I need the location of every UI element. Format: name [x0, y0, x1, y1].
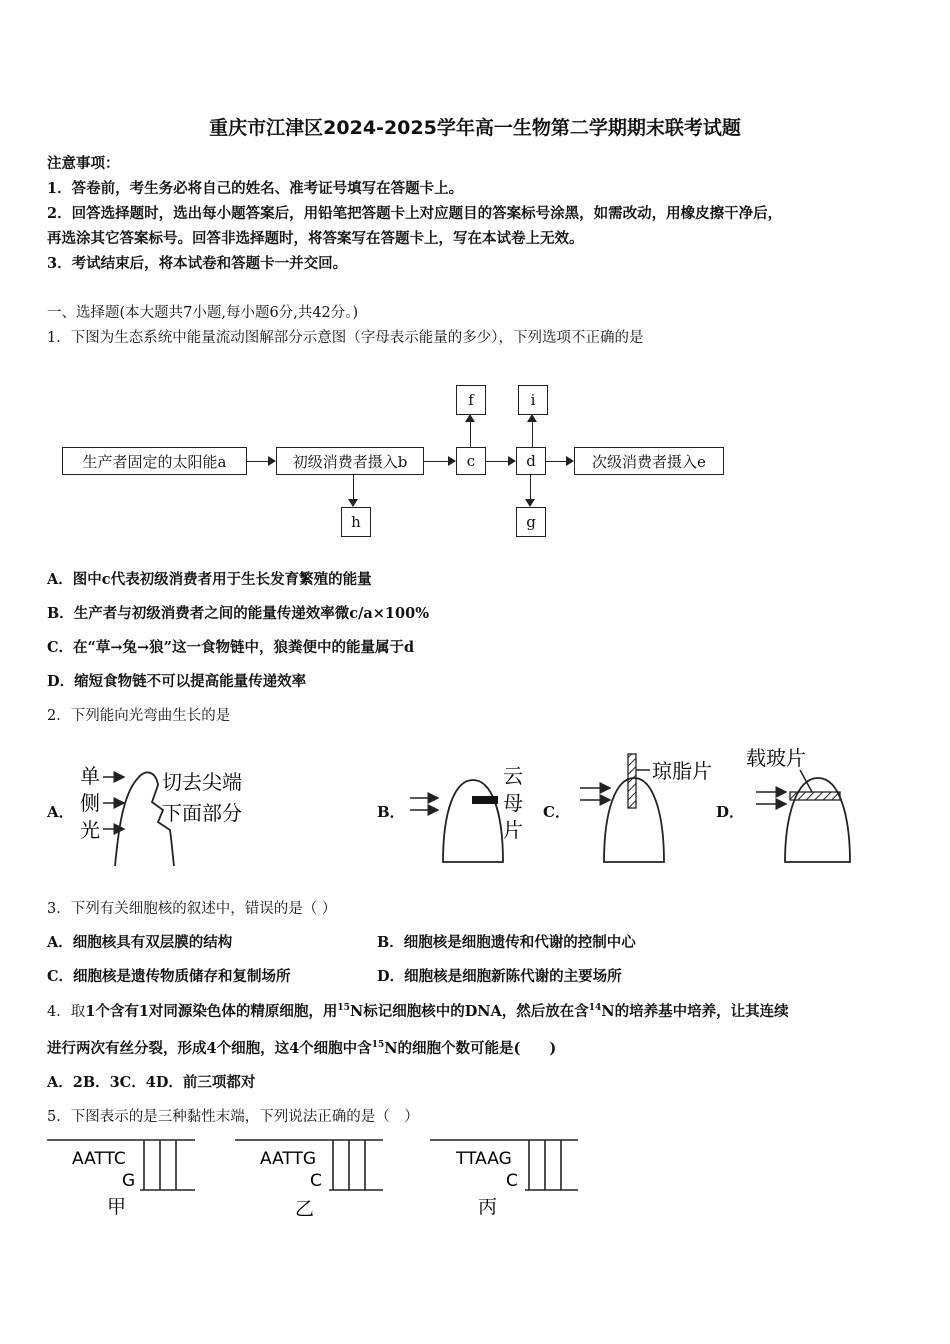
arrow — [486, 461, 514, 462]
box-d: d — [516, 447, 546, 475]
arrow — [546, 461, 572, 462]
end-name: 乙 — [295, 1198, 315, 1220]
question-4-stem-line1: 4．取1个含有1对同源染色体的精原细胞，用$^{15}$N标记细胞核中的DNA，然后放在含$^{14}$N的培养基中培养，让其连续 — [47, 1003, 789, 1020]
q2-label-a: A． — [47, 803, 74, 821]
q1-option-c: C．在“草→兔→狼”这一食物链中，狼粪便中的能量属于d — [47, 639, 415, 656]
light-char: 单 — [80, 764, 100, 788]
question-3-stem: 3．下列有关细胞核的叙述中，错误的是（ ） — [47, 901, 337, 917]
question-2-stem: 2．下列能向光弯曲生长的是 — [47, 708, 231, 724]
coleoptile — [443, 780, 503, 862]
d-note: 载玻片 — [746, 746, 806, 770]
q3-option-a: A．细胞核具有双层膜的结构 — [47, 934, 233, 951]
figure-d — [746, 746, 850, 862]
section-heading: 一、选择题(本大题共7小题,每小题6分,共42分。) — [47, 305, 359, 321]
end-bottom: G — [122, 1171, 136, 1191]
q1-option-d: D．缩短食物链不可以提高能量传递效率 — [47, 673, 307, 690]
mica-sheet — [472, 796, 498, 804]
end-top: AATTG — [260, 1149, 317, 1169]
a-note-1: 切去尖端 — [162, 770, 242, 794]
figure-b — [410, 764, 523, 862]
box-e: 次级消费者摄入e — [574, 447, 724, 475]
sticky-end-yi — [235, 1140, 383, 1220]
box-h: h — [341, 507, 371, 537]
q2-label-b: B． — [377, 803, 405, 821]
arrow — [532, 416, 533, 447]
sticky-ends-figure — [0, 1130, 950, 1225]
box-f: f — [456, 385, 486, 415]
agar-sheet — [628, 754, 636, 808]
end-name: 丙 — [478, 1196, 498, 1218]
box-b: 初级消费者摄入b — [276, 447, 424, 475]
page-title: 重庆市江津区2024-2025学年高一生物第二学期期末联考试题 — [209, 117, 741, 139]
b-char: 片 — [503, 818, 523, 842]
question-1-stem: 1．下图为生态系统中能量流动图解部分示意图（字母表示能量的多少），下列选项不正确的是 — [47, 330, 644, 346]
end-top: TTAAG — [456, 1149, 512, 1169]
light-char: 光 — [80, 818, 100, 842]
q3-option-d: D．细胞核是细胞新陈代谢的主要场所 — [377, 968, 622, 985]
notice-item: 1．答卷前，考生务必将自己的姓名、准考证号填写在答题卡上。 — [47, 180, 464, 197]
q2-label-c: C． — [543, 803, 570, 821]
box-g: g — [516, 507, 546, 537]
arrow — [530, 475, 531, 505]
notice-item: 2．回答选择题时，选出每小题答案后，用铅笔把答题卡上对应题目的答案标号涂黑，如需改动，用橡皮擦干净后， — [47, 205, 783, 222]
c-note: 琼脂片 — [652, 759, 712, 783]
light-char: 侧 — [80, 791, 100, 815]
arrow — [470, 416, 471, 447]
end-bottom: C — [506, 1171, 518, 1191]
q2-label-d: D． — [716, 803, 745, 821]
notice-item: 再选涂其它答案标号。回答非选择题时，将答案写在答题卡上，写在本试卷上无效。 — [47, 230, 584, 247]
b-char: 云 — [503, 764, 523, 788]
box-c: c — [456, 447, 486, 475]
figure-a — [80, 764, 242, 866]
box-a: 生产者固定的太阳能a — [62, 447, 247, 475]
figure-c — [580, 754, 712, 862]
b-char: 母 — [503, 791, 523, 815]
box-i: i — [518, 385, 548, 415]
arrow — [247, 461, 274, 462]
q1-option-b: B．生产者与初级消费者之间的能量传递效率微c/a×100% — [47, 605, 429, 622]
notice-item: 3．考试结束后，将本试卷和答题卡一并交回。 — [47, 255, 348, 272]
q1-option-a: A．图中c代表初级消费者用于生长发育繁殖的能量 — [47, 571, 372, 588]
a-note-2: 下面部分 — [162, 801, 242, 825]
q3-option-b: B．细胞核是细胞遗传和代谢的控制中心 — [377, 934, 636, 951]
end-bottom: C — [310, 1171, 322, 1191]
q3-option-c: C．细胞核是遗传物质储存和复制场所 — [47, 968, 291, 985]
phototropism-figures — [0, 740, 950, 875]
glass-slide — [790, 792, 840, 800]
end-top: AATTC — [72, 1149, 126, 1169]
q4-options: A．2B．3C．4D．前三项都对 — [47, 1074, 256, 1091]
coleoptile — [785, 778, 850, 862]
sticky-end-bing — [430, 1140, 578, 1218]
sticky-end-jia — [47, 1140, 195, 1218]
end-name: 甲 — [107, 1196, 127, 1218]
question-5-stem: 5．下图表示的是三种黏性末端，下列说法正确的是（ ） — [47, 1109, 419, 1125]
arrow — [424, 461, 454, 462]
notice-heading: 注意事项： — [47, 155, 120, 172]
question-4-stem-line2: 进行两次有丝分裂，形成4个细胞，这4个细胞中含$^{15}$N的细胞个数可能是( ) — [47, 1040, 557, 1057]
arrow — [353, 475, 354, 505]
